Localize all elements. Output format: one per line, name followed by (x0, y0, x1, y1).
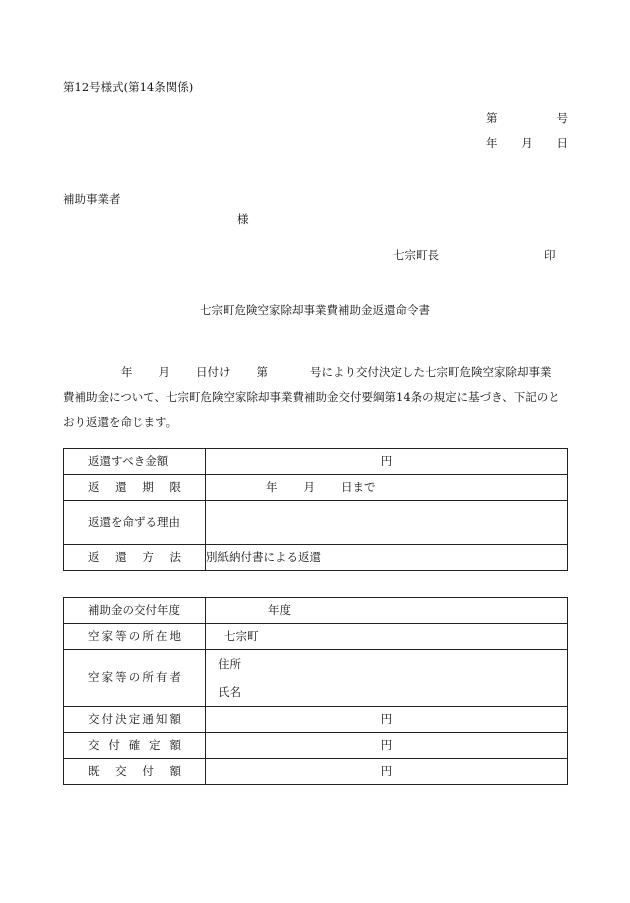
recipient-label: 補助事業者 (63, 192, 121, 206)
fiscal-year-text: 年度 (268, 602, 291, 617)
label-char: 還 (115, 549, 127, 564)
label-char: 定 (128, 711, 141, 726)
table-label-cell (64, 501, 206, 545)
body-paragraph (63, 360, 569, 435)
table-row (64, 624, 568, 650)
body-first-line (63, 360, 569, 385)
label-char: 付 (108, 737, 120, 752)
label-char: 通 (142, 711, 154, 726)
table-row (64, 545, 568, 571)
body-month: 月 (158, 365, 170, 379)
label-char: 期 (142, 479, 154, 494)
location-text: 七宗町 (224, 628, 259, 643)
label-char: 所 (142, 628, 154, 643)
return-deadline-label (64, 479, 205, 494)
label-char: 所 (142, 670, 154, 685)
label-char: 返 (88, 549, 100, 564)
table-label-cell (64, 475, 206, 501)
table-row (64, 475, 568, 501)
confirmed-amount-value: 円 (206, 733, 568, 759)
label-char: 家 (101, 670, 114, 685)
fiscal-year-value (206, 598, 568, 624)
table-row (64, 759, 568, 785)
form-number: 第12号様式(第14条関係) (63, 80, 194, 94)
return-deadline-value (206, 475, 568, 501)
body-year: 年 (121, 365, 133, 379)
label-char: 家 (101, 628, 114, 643)
deadline-day: 日まで (341, 479, 376, 494)
label-char: 額 (169, 763, 181, 778)
paid-amount-value: 円 (206, 759, 568, 785)
location-value (206, 624, 568, 650)
label-char: 交 (115, 763, 127, 778)
deadline-date (206, 479, 567, 494)
issue-date (486, 138, 568, 150)
label-char: 交 (88, 711, 100, 726)
table-label-cell (64, 624, 206, 650)
deadline-year: 年 (266, 479, 278, 494)
table-label-cell (64, 759, 206, 785)
label-char: 確 (128, 737, 141, 752)
return-reason-label: 返還を命ずる理由 (88, 514, 180, 529)
confirmed-amount-label (64, 737, 205, 752)
table-label-cell (64, 598, 206, 624)
owner-name-label: 氏名 (218, 685, 241, 699)
issue-date-day: 日 (556, 136, 568, 150)
owner-fields (206, 650, 567, 706)
return-amount-label: 返還すべき金額 (88, 453, 169, 468)
paid-amount-label (64, 763, 205, 778)
issue-date-year: 年 (486, 136, 498, 150)
label-char: 定 (149, 737, 161, 752)
label-char: 空 (88, 628, 100, 643)
table-label-cell (64, 545, 206, 571)
label-char: 在 (155, 628, 168, 643)
decision-amount-label (64, 711, 205, 726)
label-char: の (128, 670, 141, 685)
label-char: 付 (142, 763, 154, 778)
label-char: 既 (88, 763, 100, 778)
table-row (64, 707, 568, 733)
table-label-cell (64, 707, 206, 733)
label-char: 者 (169, 670, 181, 685)
return-reason-value (206, 501, 568, 545)
owner-address-label: 住所 (218, 657, 241, 671)
label-char: 知 (155, 711, 168, 726)
issue-number-suffix: 号 (556, 111, 568, 125)
label-char: 付 (101, 711, 114, 726)
issue-date-month: 月 (521, 136, 533, 150)
table-label-cell (64, 733, 206, 759)
recipient-honorific: 様 (237, 212, 249, 226)
label-char: 還 (115, 479, 127, 494)
table-row (64, 501, 568, 545)
issue-number-prefix: 第 (486, 111, 498, 125)
table-row (64, 449, 568, 475)
return-details-table (63, 448, 568, 571)
body-no-prefix: 第 (256, 365, 268, 379)
decision-amount-value: 円 (206, 707, 568, 733)
label-char: の (128, 628, 141, 643)
label-char: 空 (88, 670, 100, 685)
deadline-month: 月 (303, 479, 315, 494)
label-char: 地 (169, 628, 181, 643)
label-char: 返 (88, 479, 100, 494)
issue-number (486, 113, 568, 125)
label-char: 法 (169, 549, 181, 564)
label-char: 交 (88, 737, 100, 752)
table-label-cell (64, 449, 206, 475)
return-method-label (64, 549, 205, 564)
label-char: 方 (142, 549, 154, 564)
label-char: 限 (169, 479, 181, 494)
label-char: 決 (115, 711, 127, 726)
seal-mark: 印 (544, 248, 556, 262)
fiscal-year-label: 補助金の交付年度 (88, 602, 180, 617)
table-row (64, 598, 568, 624)
document-title: 七宗町危険空家除却事業費補助金返還命令書 (200, 303, 430, 317)
return-amount-value: 円 (206, 449, 568, 475)
label-char: 等 (115, 628, 127, 643)
body-line1-rest: 号により交付決定した七宗町危険空家除却事業 (310, 365, 552, 379)
table-row (64, 733, 568, 759)
body-rest: 費補助金について、七宗町危険空家除却事業費補助金交付要綱第14条の規定に基づき、下記のとおり返還を命じます。 (63, 390, 560, 429)
table-label-cell (64, 650, 206, 707)
table-row (64, 650, 568, 707)
label-char: 有 (155, 670, 168, 685)
label-char: 額 (169, 711, 181, 726)
subsidy-info-table (63, 597, 568, 785)
owner-value (206, 650, 568, 707)
issuer-title: 七宗町長 (393, 248, 439, 262)
location-label (64, 628, 205, 643)
owner-label (64, 672, 205, 684)
label-char: 等 (115, 670, 127, 685)
label-char: 額 (169, 737, 181, 752)
return-method-value: 別紙納付書による返還 (206, 545, 568, 571)
body-day: 日付け (196, 365, 231, 379)
